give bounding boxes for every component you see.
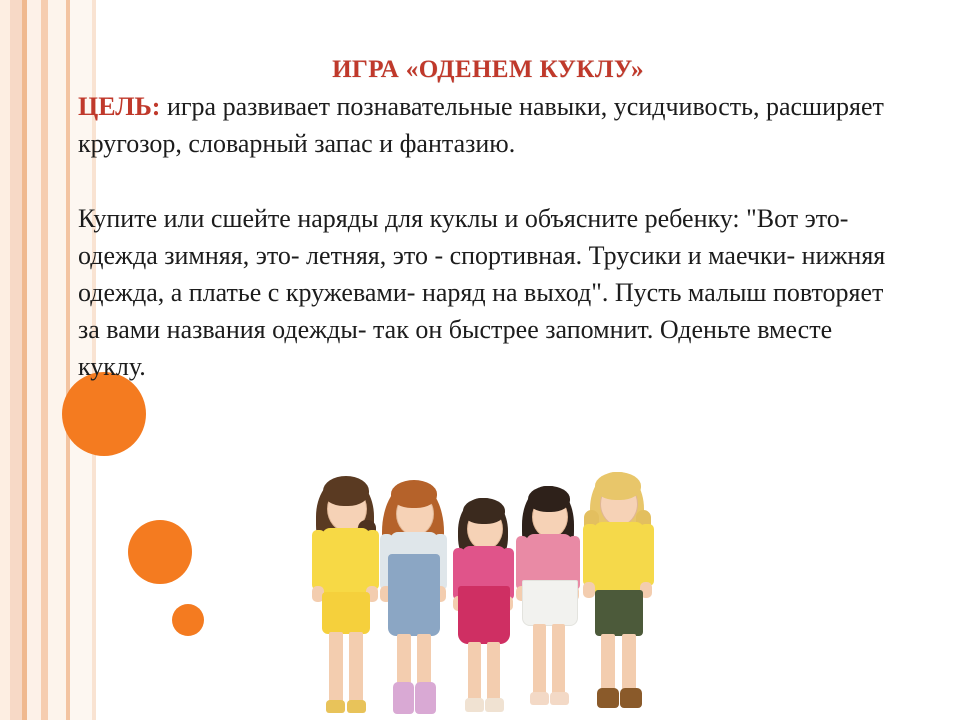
stripe-2	[10, 0, 22, 720]
doll-brunette-yellow	[308, 468, 382, 718]
skirt-shape	[522, 580, 578, 626]
hair-front-icon	[323, 476, 369, 506]
hair-front-icon	[595, 472, 641, 500]
left-shoe	[530, 692, 549, 705]
right-leg	[622, 634, 636, 692]
right-shoe	[347, 700, 366, 713]
top-shape	[526, 534, 572, 584]
stripe-4	[27, 0, 41, 720]
left-shoe	[326, 700, 345, 713]
dress-skirt-shape	[458, 586, 510, 644]
hair-front-icon	[528, 486, 570, 512]
left-leg	[601, 634, 615, 692]
left-leg	[397, 634, 411, 686]
hair-front-icon	[463, 498, 505, 524]
pinafore-shape	[388, 554, 440, 636]
doll-darkhair-green-skirt	[512, 482, 584, 718]
left-leg	[468, 642, 481, 702]
left-boot	[393, 682, 414, 714]
left-arm	[312, 530, 325, 590]
medium-circle-decoration	[128, 520, 192, 584]
left-leg	[533, 624, 546, 696]
doll-blonde-yellow-shirt	[578, 466, 658, 718]
right-leg	[417, 634, 431, 686]
right-shoe	[485, 698, 504, 712]
stripe-1	[0, 0, 10, 720]
left-shoe	[597, 688, 619, 708]
right-leg	[349, 632, 363, 704]
slide-content	[78, 56, 898, 385]
right-arm	[640, 524, 654, 586]
right-boot	[415, 682, 436, 714]
right-shoe	[550, 692, 569, 705]
hair-front-icon	[391, 480, 437, 508]
doll-redhead-denim	[376, 476, 452, 718]
right-leg	[487, 642, 500, 702]
page-title: ИГРА «ОДЕНЕМ КУКЛУ»	[332, 56, 644, 83]
left-hand	[583, 582, 595, 598]
goal-paragraph	[78, 88, 898, 162]
top-shape	[322, 528, 370, 596]
left-arm	[583, 524, 597, 586]
shorts-shape	[322, 592, 370, 634]
dolls-illustration-caption	[300, 462, 301, 463]
dolls-illustration	[300, 462, 660, 718]
shirt-shape	[594, 522, 644, 594]
right-leg	[552, 624, 565, 696]
stripe-6	[48, 0, 66, 720]
doll-darkhair-pink-dress	[448, 490, 518, 718]
trousers-shape	[595, 590, 643, 636]
goal-text: игра развивает познавательные навыки, усидчивость, расширяет кругозор, словарный запас и фантазию.	[78, 92, 884, 158]
stripe-5	[41, 0, 48, 720]
small-circle-decoration	[172, 604, 204, 636]
body-paragraph: Купите или сшейте наряды для куклы и объясните ребенку: "Вот это-одежда зимняя, это- летняя, это - спортивная. Трусики и маечки- нижняя одежда, а платье с кружевами- наряд на выход". Пусть малыш повторяет за вами названия одежды- так он быстрее запомнит. Оденьте вместе куклу.	[78, 204, 886, 381]
left-leg	[329, 632, 343, 704]
left-shoe	[465, 698, 484, 712]
dress-top-shape	[462, 546, 506, 590]
goal-label: ЦЕЛЬ:	[78, 92, 161, 121]
right-shoe	[620, 688, 642, 708]
